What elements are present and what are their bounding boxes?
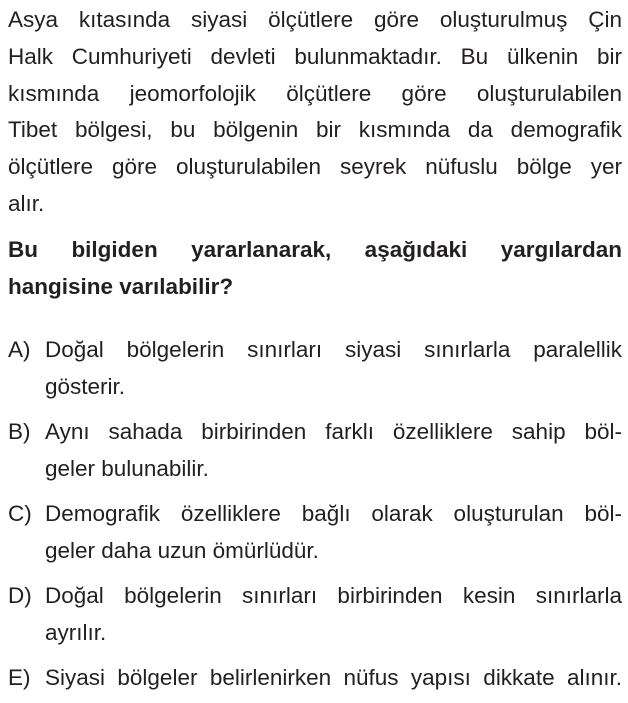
option-e[interactable] bbox=[8, 659, 622, 697]
option-letter: E) bbox=[8, 664, 31, 690]
option-letter: A) bbox=[8, 336, 31, 362]
option-text: Siyasi bölgeler belirlenirken nüfus yapısı dikkate alınır. bbox=[45, 664, 622, 690]
option-text: ayrılır. bbox=[45, 620, 107, 646]
option-text: geler bulunabilir. bbox=[45, 456, 209, 482]
option-text: Doğal bölgelerin sınırları birbirinden kesin sınırlarla bbox=[45, 582, 622, 608]
option-letter: D) bbox=[8, 582, 32, 608]
question-stem bbox=[8, 231, 622, 305]
option-text: geler daha uzun ömürlüdür. bbox=[45, 538, 319, 564]
option-a[interactable] bbox=[8, 331, 622, 406]
passage-line: ölçütlere göre oluşturulabilen seyrek nüfuslu bölge yer bbox=[8, 154, 622, 180]
question-passage bbox=[8, 2, 622, 223]
passage-line: alır. bbox=[8, 190, 45, 216]
option-letter: B) bbox=[8, 418, 31, 444]
passage-line: kısmında jeomorfolojik ölçütlere göre oluşturulabilen bbox=[8, 80, 622, 106]
passage-line: Asya kıtasında siyasi ölçütlere göre oluşturulmuş Çin bbox=[8, 7, 622, 32]
option-text: gösterir. bbox=[45, 374, 126, 400]
option-text: Aynı sahada birbirinden farklı özelliklere sahip böl- bbox=[45, 418, 622, 444]
option-letter: C) bbox=[8, 500, 32, 526]
option-c[interactable] bbox=[8, 495, 622, 570]
option-d[interactable] bbox=[8, 577, 622, 652]
question-page bbox=[8, 2, 622, 703]
passage-line: Tibet bölgesi, bu bölgenin bir kısmında da demografik bbox=[8, 117, 622, 143]
passage-line: Halk Cumhuriyeti devleti bulunmaktadır. Bu ülkenin bir bbox=[8, 43, 622, 69]
option-text: Doğal bölgelerin sınırları siyasi sınırlarla paralellik bbox=[45, 336, 622, 362]
option-text: Demografik özelliklere bağlı olarak oluşturulan böl- bbox=[45, 500, 622, 526]
question-line: hangisine varılabilir? bbox=[8, 273, 234, 299]
option-b[interactable] bbox=[8, 413, 622, 488]
answer-options bbox=[8, 331, 622, 697]
question-line: Bu bilgiden yararlanarak, aşağıdaki yargılardan bbox=[8, 236, 622, 262]
